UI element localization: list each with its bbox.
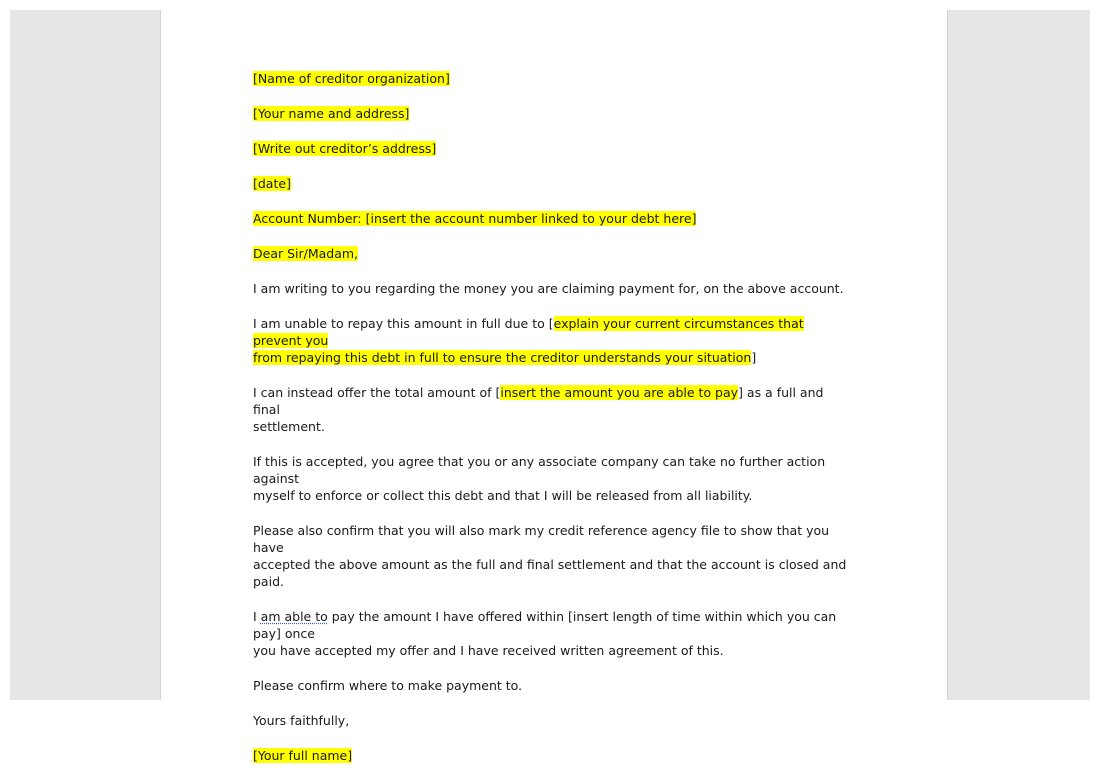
paragraph-offer [253, 384, 853, 435]
acceptance-line-2: myself to enforce or collect this debt and that I will be released from all liability. [253, 488, 753, 503]
grammar-flagged-text[interactable]: am able to [260, 609, 328, 624]
paragraph-acceptance [253, 453, 853, 504]
offer-tail-2: settlement. [253, 419, 325, 434]
circumstances-placeholder-1: explain your current circumstances that prevent you [253, 316, 804, 348]
account-number-placeholder: Account Number: [insert the account number linked to your debt here] [253, 211, 697, 226]
acceptance-line-1: If this is accepted, you agree that you or any associate company can take no further action against [253, 454, 826, 486]
offer-tail: ] as a full and final [253, 385, 824, 417]
offer-lead: I can instead offer the total amount of [ [253, 385, 501, 400]
paragraph-credit-file [253, 522, 853, 590]
account-number-line [253, 210, 853, 227]
creditor-address-placeholder: [Write out creditor’s address] [253, 141, 437, 156]
paragraph-payment-location: Please confirm where to make payment to. [253, 678, 523, 693]
salutation-text: Dear Sir/Madam, [253, 246, 359, 261]
salutation [253, 245, 853, 262]
creditor-name-placeholder: [Name of creditor organization] [253, 71, 450, 86]
closing: Yours faithfully, [253, 713, 350, 728]
document-viewport [10, 10, 1090, 763]
credit-file-line-1: Please also confirm that you will also mark my credit reference agency file to show that you have [253, 523, 830, 555]
date-line [253, 175, 853, 192]
paragraph-circumstances [253, 315, 853, 366]
payment-time-line-1: pay the amount I have offered within [insert length of time within which you can pay] once [253, 609, 837, 641]
offer-amount-placeholder: insert the amount you are able to pay [500, 385, 739, 400]
signature-placeholder: [Your full name] [253, 748, 353, 763]
payment-time-prefix: I [253, 609, 261, 624]
letter-body [253, 70, 853, 782]
credit-file-line-2: accepted the above amount as the full and final settlement and that the account is closed and paid. [253, 557, 847, 589]
document-page[interactable] [160, 10, 948, 763]
sender-address-placeholder: [Your name and address] [253, 106, 410, 121]
circumstances-close: ] [751, 350, 757, 365]
circumstances-lead: I am unable to repay this amount in full due to [ [253, 316, 554, 331]
date-placeholder: [date] [253, 176, 291, 191]
sender-address-line [253, 105, 853, 122]
creditor-address-line [253, 140, 853, 157]
circumstances-placeholder-2: from repaying this debt in full to ensure the creditor understands your situation [253, 350, 752, 365]
paragraph-payment-time [253, 608, 853, 659]
creditor-name-line [253, 70, 853, 87]
payment-time-line-2: you have accepted my offer and I have received written agreement of this. [253, 643, 724, 658]
signature-line [253, 747, 853, 764]
paragraph-intro: I am writing to you regarding the money you are claiming payment for, on the above account. [253, 281, 844, 296]
